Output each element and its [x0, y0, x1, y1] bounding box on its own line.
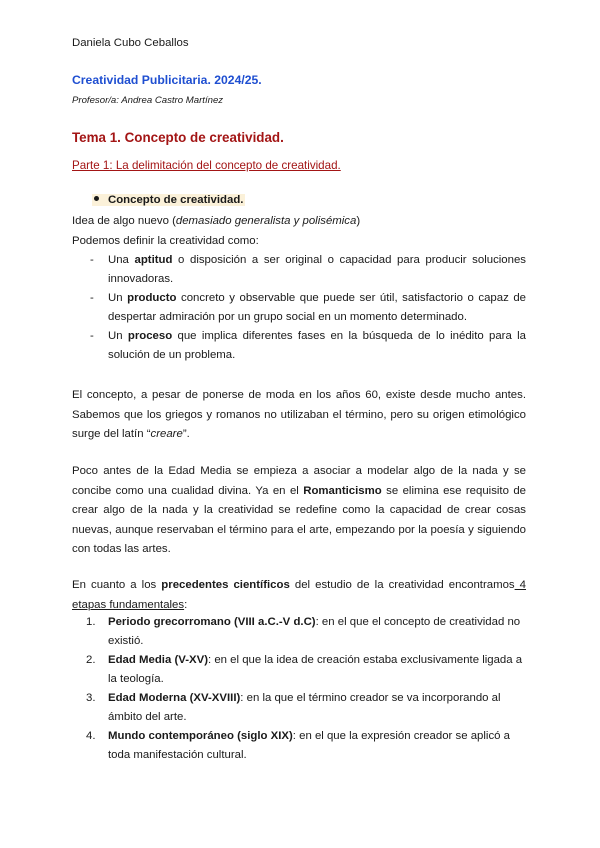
stage-item — [86, 613, 526, 651]
stage-text: Edad Moderna (XV-XVIII): en la que el término creador se va incorporando al ámbito del arte. — [108, 692, 501, 723]
stage-number: 1. — [86, 616, 96, 628]
stage-text: Mundo contemporáneo (siglo XIX): en el que la expresión creador se aplicó a toda manifestación cultural. — [108, 730, 510, 761]
idea-italic: demasiado generalista y polisémica — [175, 215, 357, 227]
stage-item — [86, 727, 526, 765]
course-title: Creatividad Publicitaria. 2024/25. — [72, 73, 262, 87]
stage-item — [86, 689, 526, 727]
part-heading: Parte 1: La delimitación del concepto de creatividad. — [72, 159, 341, 172]
stage-number: 4. — [86, 730, 96, 742]
stage-text: Edad Media (V-XV): en el que la idea de creación estaba exclusivamente ligada a la teología. — [108, 654, 523, 685]
stage-number: 3. — [86, 692, 96, 704]
definition-list — [90, 251, 526, 365]
stages-list — [86, 613, 526, 765]
list-item — [90, 289, 526, 327]
definition-intro: Podemos definir la creatividad como: — [72, 235, 259, 247]
list-dash: - — [90, 292, 94, 304]
professor-line: Profesor/a: Andrea Castro Martínez — [72, 95, 224, 106]
list-dash: - — [90, 330, 94, 342]
stage-item — [86, 651, 526, 689]
list-item-text: Un proceso que implica diferentes fases en la búsqueda de lo inédito para la solución de un problema. — [108, 330, 526, 361]
list-dash: - — [90, 254, 94, 266]
list-item-text: Un producto concreto y observable que puede ser útil, satisfactorio o capaz de despertar admiración por un grupo social en un momento determinado. — [108, 292, 526, 323]
concept-bullet-label: Concepto de creatividad. — [108, 194, 244, 206]
stage-text: Periodo grecorromano (VIII a.C.-V d.C): en el que el concepto de creatividad no existió. — [108, 616, 521, 647]
list-item-text: Una aptitud o disposición a ser original o capacidad para producir soluciones innovadoras. — [108, 254, 526, 285]
stage-number: 2. — [86, 654, 96, 666]
paragraph-precedents: En cuanto a los precedentes científicos del estudio de la creatividad encontramos 4 etapas fundamentales: — [72, 579, 527, 611]
paragraph-history: Poco antes de la Edad Media se empieza a asociar a modelar algo de la nada y se concibe como una cualidad divina. Ya en el Romanticismo se elimina ese requisito de crear algo de la nada y la creatividad se redefine como la capacidad de crear cosas nuevas, aunque reservaban el término para el arte, empezando por la poesía y siguiendo con todas las artes. — [72, 465, 527, 555]
list-item — [90, 251, 526, 289]
concept-bullet — [92, 194, 245, 206]
idea-line — [72, 215, 360, 227]
bullet-icon — [94, 196, 99, 201]
author-name: Daniela Cubo Ceballos — [72, 37, 189, 49]
idea-prefix: Idea de algo nuevo ( — [72, 215, 176, 227]
section-title: Tema 1. Concepto de creatividad. — [72, 130, 284, 145]
paragraph-origin: El concepto, a pesar de ponerse de moda en los años 60, existe desde mucho antes. Sabemos que los griegos y romanos no utilizaban el término, pero su origen etimológico surge del latín “creare”. — [72, 389, 526, 440]
idea-suffix: ) — [356, 215, 361, 227]
list-item — [90, 327, 526, 365]
